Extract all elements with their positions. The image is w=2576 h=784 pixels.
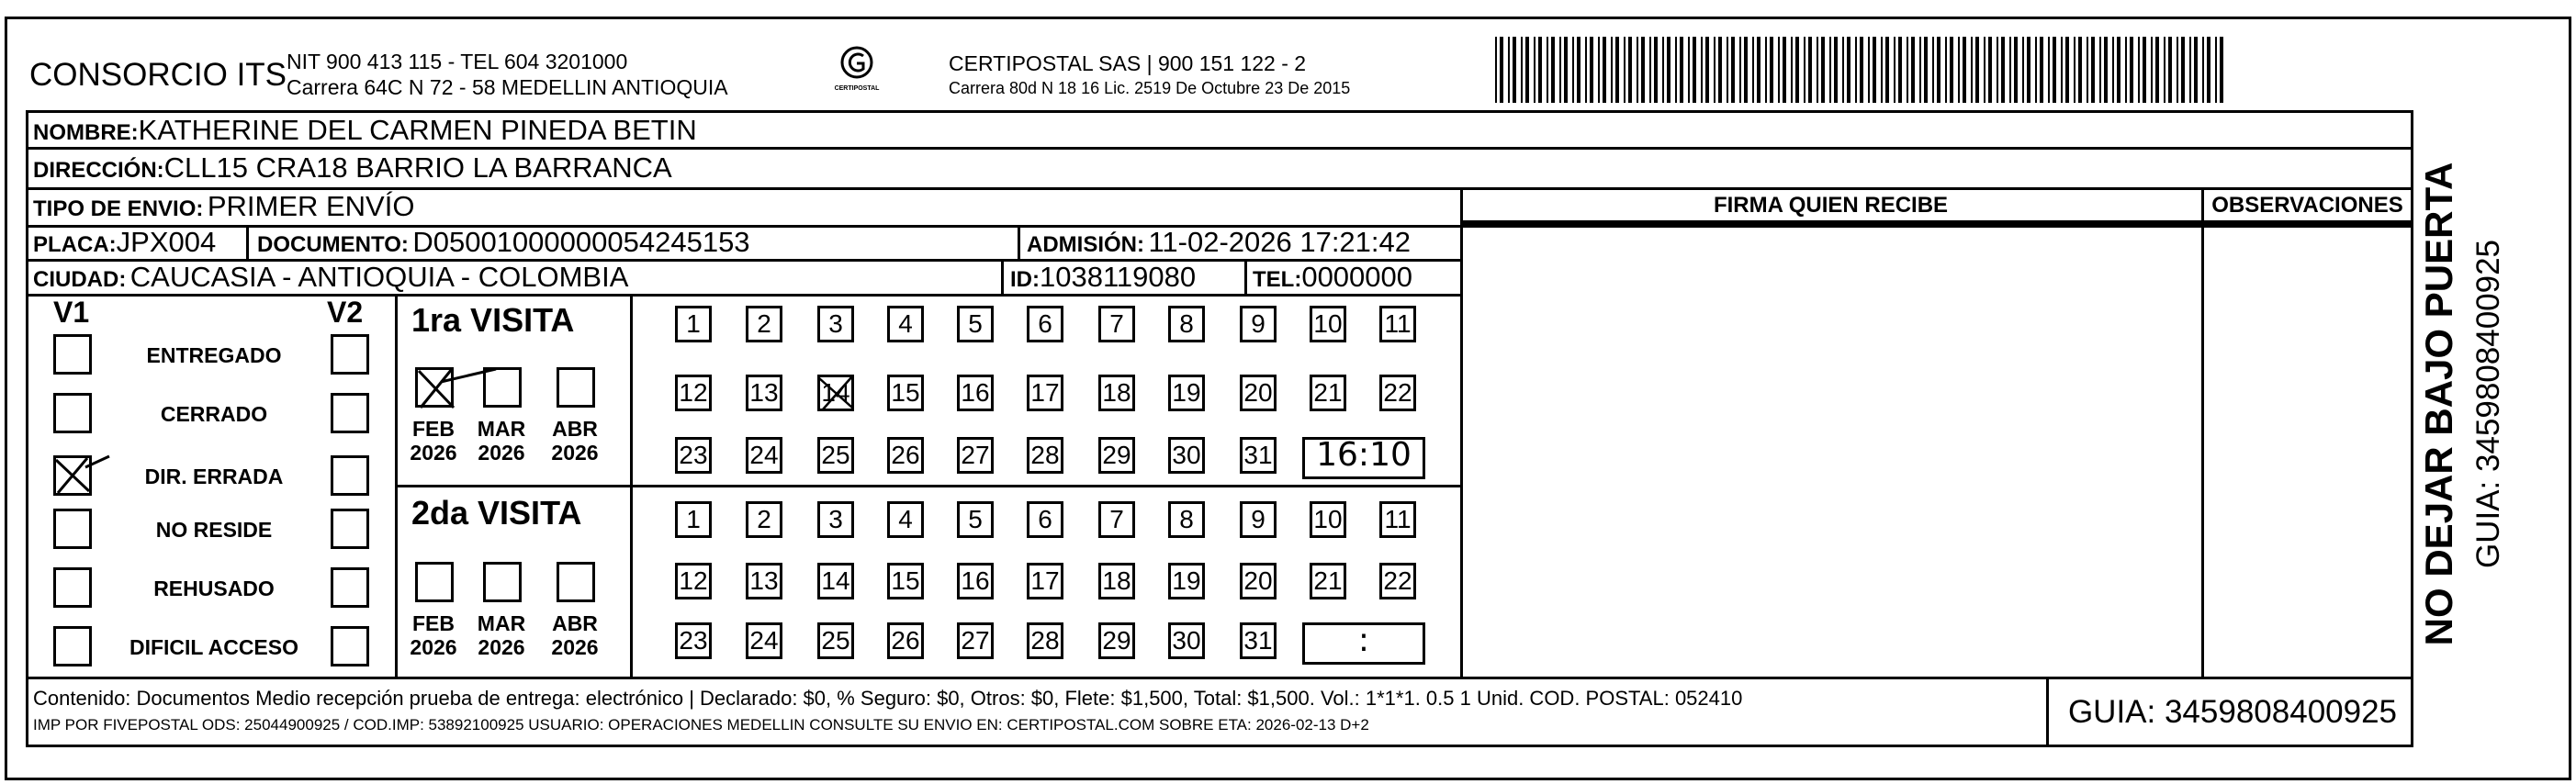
- side-guia: [2461, 147, 2516, 661]
- v2-checkbox-3[interactable]: [331, 509, 369, 549]
- tipo-row: [33, 190, 414, 223]
- first-visit-day-box[interactable]: 21: [1310, 375, 1346, 411]
- second-visit-day-box[interactable]: 31: [1240, 622, 1277, 659]
- first-visit-day-box[interactable]: 14: [817, 375, 854, 411]
- barcode-bar: [2091, 37, 2095, 103]
- v2-checkbox-0[interactable]: [331, 334, 369, 375]
- first-visit-day-box[interactable]: 28: [1027, 437, 1063, 474]
- barcode-bar: [1654, 37, 1658, 103]
- second-visit-day-box[interactable]: 9: [1240, 501, 1277, 538]
- first-visit-day-box[interactable]: 15: [887, 375, 924, 411]
- barcode-bar: [1701, 37, 1703, 103]
- barcode-bar: [1534, 37, 1535, 103]
- second-visit-month-label: [476, 611, 527, 659]
- second-visit-day-box[interactable]: 14: [817, 563, 854, 599]
- barcode-bar: [1508, 37, 1510, 103]
- id-label: ID:: [1010, 267, 1040, 292]
- barcode-bar: [1842, 37, 1844, 103]
- status-option-label: ENTREGADO: [146, 343, 282, 367]
- barcode-bar: [2009, 37, 2011, 103]
- barcode-bar: [1898, 37, 1902, 103]
- barcode-bar: [1615, 37, 1619, 103]
- first-visit-day-box[interactable]: 12: [675, 375, 712, 411]
- status-option-label: DIR. ERRADA: [144, 465, 284, 488]
- tel-label: TEL:: [1253, 267, 1302, 292]
- second-visit-time-box[interactable]: [1302, 622, 1425, 665]
- barcode-bar: [1997, 37, 1998, 103]
- barcode-bar: [1932, 37, 1934, 103]
- direccion-value: CLL15 CRA18 BARRIO LA BARRANCA: [163, 151, 672, 184]
- certipostal-logo: [831, 44, 883, 103]
- second-visit-day-box[interactable]: 17: [1027, 563, 1063, 599]
- barcode-bar: [1731, 37, 1735, 103]
- first-visit-day-box[interactable]: 26: [887, 437, 924, 474]
- barcode-bar: [1804, 37, 1805, 103]
- second-visit-day-box[interactable]: 3: [817, 501, 854, 538]
- month-name: MAR: [477, 417, 526, 441]
- license-line: Carrera 80d N 18 16 Lic. 2519 De Octubre 23 De 2015: [949, 79, 1351, 97]
- barcode-bar: [1547, 37, 1548, 103]
- tipo-label: TIPO DE ENVIO:: [33, 196, 204, 221]
- barcode-bar: [1577, 37, 1580, 103]
- barcode-bar: [1834, 37, 1838, 103]
- first-visit-day-box[interactable]: 2: [746, 306, 782, 342]
- barcode-bar: [1808, 37, 1812, 103]
- barcode-bar: [1727, 37, 1728, 103]
- second-visit-day-box[interactable]: 23: [675, 622, 712, 659]
- barcode-bar: [2074, 37, 2075, 103]
- barcode-bar: [1765, 37, 1767, 103]
- barcode-bar: [1984, 37, 1985, 103]
- barcode-bar: [2177, 37, 2178, 103]
- ciudad-row: [33, 261, 628, 294]
- barcode-bar: [1971, 37, 1973, 103]
- v1-checkbox-2[interactable]: [53, 455, 92, 496]
- barcode-bar: [1958, 37, 1960, 103]
- month-year: 2026: [410, 441, 457, 465]
- v1-checkbox-4[interactable]: [53, 567, 92, 608]
- nombre-row: [33, 114, 697, 147]
- first-visit-month-checkbox[interactable]: [415, 367, 454, 408]
- ciudad-value: CAUCASIA - ANTIOQUIA - COLOMBIA: [129, 261, 629, 293]
- logo-mark-icon: [838, 44, 875, 81]
- second-visit-day-box[interactable]: 21: [1310, 563, 1346, 599]
- barcode-bar: [1950, 37, 1953, 103]
- first-visit-day-box[interactable]: 7: [1098, 306, 1135, 342]
- barcode-bar: [1525, 37, 1529, 103]
- second-visit-day-box[interactable]: 19: [1168, 563, 1205, 599]
- barcode-bar: [1817, 37, 1818, 103]
- barcode-bar: [1860, 37, 1863, 103]
- barcode-bar: [2189, 37, 2191, 103]
- month-year: 2026: [478, 441, 525, 465]
- barcode-bar: [2014, 37, 2018, 103]
- barcode-bar: [1564, 37, 1568, 103]
- barcode-bar: [1873, 37, 1876, 103]
- barcode-bar: [2104, 37, 2108, 103]
- second-visit-day-box[interactable]: 4: [887, 501, 924, 538]
- barcode-bar: [1975, 37, 1979, 103]
- barcode-bar: [1770, 37, 1773, 103]
- barcode-bar: [1945, 37, 1947, 103]
- tel-value: 0000000: [1301, 261, 1413, 293]
- second-visit-day-box[interactable]: 18: [1098, 563, 1135, 599]
- barcode-bar: [1628, 37, 1632, 103]
- tel-row: [1253, 261, 1412, 294]
- month-name: FEB: [412, 611, 455, 635]
- second-visit-day-box[interactable]: 12: [675, 563, 712, 599]
- barcode-bar: [1624, 37, 1625, 103]
- month-name: FEB: [412, 417, 455, 441]
- second-visit-time-value: :: [1357, 622, 1370, 659]
- second-visit-day-box[interactable]: 15: [887, 563, 924, 599]
- barcode-bar: [2143, 37, 2146, 103]
- barcode-bar: [1603, 37, 1606, 103]
- documento-value: D05001000000054245153: [412, 226, 750, 258]
- first-visit-time-box[interactable]: [1302, 437, 1425, 479]
- placa-value: JPX004: [116, 226, 217, 258]
- v2-checkbox-1[interactable]: [331, 393, 369, 433]
- company-nit: NIT 900 413 115 - TEL 604 3201000: [287, 50, 628, 73]
- footer-contenido: Contenido: Documentos Medio recepción prueba de entrega: electrónico | Declarado: $0, % Seguro: $0, Otros: $0, Flete: $1,500, Total: $1,500. Vol.: 1*1*1. 0.5 1 Unid. COD. POSTAL: 052410: [33, 687, 1743, 710]
- barcode-bar: [1885, 37, 1889, 103]
- barcode-bar: [1907, 37, 1908, 103]
- placa-label: PLACA:: [33, 232, 117, 257]
- barcode-bar: [1714, 37, 1715, 103]
- second-visit-day-box[interactable]: 1: [675, 501, 712, 538]
- first-visit-day-box[interactable]: 3: [817, 306, 854, 342]
- barcode-bar: [1637, 37, 1638, 103]
- admision-row: [1027, 226, 1411, 259]
- barcode-bar: [1662, 37, 1664, 103]
- barcode-bar: [2138, 37, 2140, 103]
- placa-row: [33, 226, 216, 259]
- barcode-bar: [1680, 37, 1683, 103]
- second-visit-day-box[interactable]: 26: [887, 622, 924, 659]
- barcode-bar: [1847, 37, 1850, 103]
- second-visit-title: 2da VISITA: [411, 494, 582, 532]
- second-visit-day-box[interactable]: 10: [1310, 501, 1346, 538]
- status-option-label: REHUSADO: [153, 577, 275, 600]
- first-visit-day-box[interactable]: 27: [957, 437, 994, 474]
- first-visit-day-box[interactable]: 19: [1168, 375, 1205, 411]
- month-name: ABR: [552, 611, 598, 635]
- barcode-bar: [2117, 37, 2120, 103]
- second-visit-month-label: [408, 611, 459, 659]
- second-visit-day-box[interactable]: 25: [817, 622, 854, 659]
- barcode-bar: [2215, 37, 2217, 103]
- barcode-bar: [2207, 37, 2210, 103]
- nombre-value: KATHERINE DEL CARMEN PINEDA BETIN: [138, 114, 697, 146]
- barcode-bar: [1894, 37, 1895, 103]
- barcode-bar: [1688, 37, 1690, 103]
- barcode-bar: [1649, 37, 1651, 103]
- barcode-bar: [1513, 37, 1516, 103]
- footer-guia: GUIA: 3459808400925: [2067, 694, 2398, 730]
- first-visit-month-label: [476, 417, 527, 465]
- barcode-bar: [2001, 37, 2005, 103]
- second-visit-day-box[interactable]: 5: [957, 501, 994, 538]
- second-visit-month-checkbox[interactable]: [557, 562, 595, 602]
- barcode-bar: [1705, 37, 1709, 103]
- firma-header: FIRMA QUIEN RECIBE: [1713, 193, 1949, 218]
- barcode-bar: [2130, 37, 2133, 103]
- barcode-bar: [2164, 37, 2165, 103]
- second-visit-day-box[interactable]: 27: [957, 622, 994, 659]
- barcode-bar: [2027, 37, 2030, 103]
- barcode-bar: [2220, 37, 2223, 103]
- admision-label: ADMISIÓN:: [1027, 232, 1144, 257]
- v1-checkbox-5[interactable]: [53, 626, 92, 666]
- first-visit-day-box[interactable]: 13: [746, 375, 782, 411]
- nombre-label: NOMBRE:: [33, 120, 139, 145]
- barcode-bar: [1783, 37, 1786, 103]
- second-visit-day-box[interactable]: 2: [746, 501, 782, 538]
- v1-checkbox-1[interactable]: [53, 393, 92, 433]
- company-name: CONSORCIO ITS: [29, 57, 287, 93]
- barcode-bar: [1538, 37, 1542, 103]
- barcode-bar: [1572, 37, 1574, 103]
- barcode-bar: [1963, 37, 1966, 103]
- second-visit-day-box[interactable]: 30: [1168, 622, 1205, 659]
- barcode-bar: [1718, 37, 1722, 103]
- barcode-bar: [1551, 37, 1555, 103]
- first-visit-time-value: 16:10: [1316, 436, 1412, 474]
- barcode-bar: [1919, 37, 1921, 103]
- ciudad-label: CIUDAD:: [33, 267, 127, 292]
- barcode-bar: [2125, 37, 2127, 103]
- barcode-bar: [1757, 37, 1760, 103]
- second-visit-day-box[interactable]: 16: [957, 563, 994, 599]
- month-year: 2026: [551, 635, 599, 659]
- first-visit-day-box[interactable]: 8: [1168, 306, 1205, 342]
- barcode-bar: [2048, 37, 2050, 103]
- first-visit-day-mark-icon: [814, 371, 858, 420]
- second-visit-day-box[interactable]: 29: [1098, 622, 1135, 659]
- barcode-bar: [1641, 37, 1645, 103]
- first-visit-day-box[interactable]: 16: [957, 375, 994, 411]
- first-visit-day-box[interactable]: 10: [1310, 306, 1346, 342]
- barcode-bar: [1778, 37, 1780, 103]
- barcode-bar: [2099, 37, 2101, 103]
- first-visit-day-box[interactable]: 20: [1240, 375, 1277, 411]
- first-visit-month-checkbox[interactable]: [483, 367, 522, 408]
- direccion-row: [33, 151, 672, 185]
- v2-checkbox-4[interactable]: [331, 567, 369, 608]
- barcode-bar: [1881, 37, 1883, 103]
- documento-row: [257, 226, 750, 259]
- barcode-bar: [2078, 37, 2082, 103]
- barcode-bar: [2194, 37, 2198, 103]
- month-year: 2026: [478, 635, 525, 659]
- month-year: 2026: [410, 635, 457, 659]
- barcode-bar: [1937, 37, 1940, 103]
- barcode-bar: [1675, 37, 1677, 103]
- first-visit-day-box[interactable]: 18: [1098, 375, 1135, 411]
- tipo-value: PRIMER ENVÍO: [207, 190, 415, 222]
- carrier-line: CERTIPOSTAL SAS | 900 151 122 - 2: [949, 51, 1307, 75]
- first-visit-day-box[interactable]: 11: [1379, 306, 1416, 342]
- direccion-label: DIRECCIÓN:: [33, 158, 164, 183]
- second-visit-month-checkbox[interactable]: [483, 562, 522, 602]
- barcode-bar: [1744, 37, 1748, 103]
- first-visit-day-box[interactable]: 4: [887, 306, 924, 342]
- barcode-bar: [2065, 37, 2069, 103]
- barcode-bar: [1500, 37, 1503, 103]
- month-name: MAR: [477, 611, 526, 635]
- first-visit-day-box[interactable]: 29: [1098, 437, 1135, 474]
- id-value: 1038119080: [1040, 261, 1197, 293]
- footer-imp: IMP POR FIVEPOSTAL ODS: 25044900925 / COD.IMP: 53892100925 USUARIO: OPERACIONES MEDELLIN CONSULTE SU ENVIO EN: CERTIPOSTAL.COM SOBRE ETA: 2026-02-13 D+2: [33, 716, 1369, 734]
- first-visit-day-box[interactable]: 24: [746, 437, 782, 474]
- barcode-bar: [2202, 37, 2204, 103]
- status-option-label: NO RESIDE: [155, 518, 273, 542]
- company-address: Carrera 64C N 72 - 58 MEDELLIN ANTIOQUIA: [287, 75, 728, 99]
- v1-checkbox-3[interactable]: [53, 509, 92, 549]
- barcode-bar: [2181, 37, 2185, 103]
- barcode-bar: [2112, 37, 2114, 103]
- v2-checkbox-2[interactable]: [331, 455, 369, 496]
- v1-label: V1: [53, 296, 90, 329]
- first-visit-day-box[interactable]: 9: [1240, 306, 1277, 342]
- barcode-bar: [1559, 37, 1561, 103]
- observaciones-header: OBSERVACIONES: [2211, 193, 2403, 218]
- barcode-bar: [1924, 37, 1928, 103]
- barcode-bar: [1521, 37, 1523, 103]
- first-visit-month-checkbox[interactable]: [557, 367, 595, 408]
- barcode-bar: [1585, 37, 1587, 103]
- documento-label: DOCUMENTO:: [257, 232, 409, 257]
- first-visit-day-box[interactable]: 6: [1027, 306, 1063, 342]
- barcode-bar: [1868, 37, 1870, 103]
- barcode-bar: [1611, 37, 1613, 103]
- barcode-bar: [2040, 37, 2043, 103]
- first-visit-day-box[interactable]: 17: [1027, 375, 1063, 411]
- second-visit-day-box[interactable]: 7: [1098, 501, 1135, 538]
- first-visit-month-label: [549, 417, 601, 465]
- status-option-label: CERRADO: [160, 402, 268, 426]
- barcode-bar: [1590, 37, 1593, 103]
- no-dejar-text: NO DEJAR BAJO PUERTA: [2417, 162, 2460, 646]
- second-visit-day-box[interactable]: 8: [1168, 501, 1205, 538]
- v1-checkbox-0[interactable]: [53, 334, 92, 375]
- first-visit-month-label: [408, 417, 459, 465]
- first-visit-day-box[interactable]: 30: [1168, 437, 1205, 474]
- barcode-bar: [2087, 37, 2088, 103]
- v2-label: V2: [327, 296, 364, 329]
- barcode-bar: [1829, 37, 1831, 103]
- status-option-label: DIFICIL ACCESO: [129, 635, 298, 659]
- v2-checkbox-5[interactable]: [331, 626, 369, 666]
- barcode-bar: [1988, 37, 1992, 103]
- barcode-bar: [1795, 37, 1799, 103]
- barcode-bar: [1693, 37, 1696, 103]
- barcode-bar: [2061, 37, 2063, 103]
- side-guia-text: GUIA: 3459808400925: [2470, 239, 2506, 569]
- second-visit-day-box[interactable]: 13: [746, 563, 782, 599]
- second-visit-day-box[interactable]: 20: [1240, 563, 1277, 599]
- barcode: [1495, 37, 2225, 103]
- barcode-bar: [2035, 37, 2037, 103]
- second-visit-day-box[interactable]: 24: [746, 622, 782, 659]
- barcode-bar: [1791, 37, 1793, 103]
- id-row: [1010, 261, 1196, 294]
- admision-value: 11-02-2026 17:21:42: [1148, 226, 1412, 258]
- second-visit-day-box[interactable]: 6: [1027, 501, 1063, 538]
- barcode-bar: [2151, 37, 2153, 103]
- second-visit-day-box[interactable]: 22: [1379, 563, 1416, 599]
- barcode-bar: [1752, 37, 1754, 103]
- first-visit-day-box[interactable]: 31: [1240, 437, 1277, 474]
- barcode-bar: [1667, 37, 1670, 103]
- barcode-bar: [1855, 37, 1857, 103]
- barcode-bar: [1821, 37, 1825, 103]
- barcode-bar: [2155, 37, 2159, 103]
- barcode-bar: [1598, 37, 1600, 103]
- month-year: 2026: [551, 441, 599, 465]
- second-visit-month-label: [549, 611, 601, 659]
- first-visit-day-box[interactable]: 5: [957, 306, 994, 342]
- first-visit-day-box[interactable]: 25: [817, 437, 854, 474]
- barcode-bar: [1495, 37, 1497, 103]
- barcode-bar: [2022, 37, 2024, 103]
- barcode-bar: [2053, 37, 2056, 103]
- second-visit-day-box[interactable]: 11: [1379, 501, 1416, 538]
- first-visit-day-box[interactable]: 22: [1379, 375, 1416, 411]
- second-visit-month-checkbox[interactable]: [415, 562, 454, 602]
- first-visit-day-box[interactable]: 23: [675, 437, 712, 474]
- month-name: ABR: [552, 417, 598, 441]
- barcode-bar: [1911, 37, 1915, 103]
- second-visit-day-box[interactable]: 28: [1027, 622, 1063, 659]
- barcode-bar: [1739, 37, 1741, 103]
- first-visit-title: 1ra VISITA: [411, 301, 575, 339]
- logo-text: CERTIPOSTAL: [834, 85, 880, 92]
- first-visit-day-box[interactable]: 1: [675, 306, 712, 342]
- barcode-bar: [2168, 37, 2172, 103]
